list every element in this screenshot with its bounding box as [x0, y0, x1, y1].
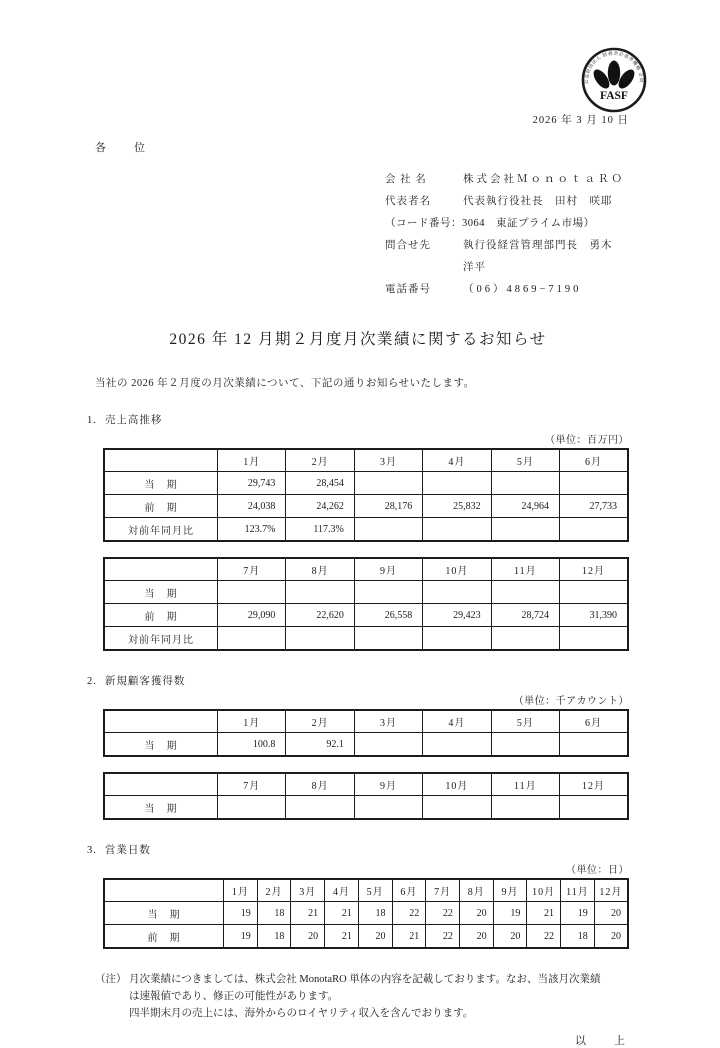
table-row	[104, 581, 628, 604]
table-cell: 22	[392, 902, 426, 925]
column-header: 9月	[354, 773, 422, 796]
row-label: 前 期	[104, 925, 224, 949]
table-cell	[218, 581, 286, 604]
column-header: 12月	[560, 558, 628, 581]
table-cell: 26,558	[354, 604, 422, 627]
table-cell	[423, 581, 491, 604]
table-cell: 19	[493, 902, 527, 925]
table-cell: 19	[224, 902, 258, 925]
table-row	[104, 604, 628, 627]
section-title: 新規顧客獲得数	[104, 676, 186, 687]
note-mark: （注）	[95, 974, 127, 985]
row-label-header	[104, 449, 218, 472]
business-days-table	[103, 878, 629, 949]
table-cell	[286, 581, 354, 604]
column-header: 1月	[218, 710, 286, 733]
table-cell: 28,176	[354, 495, 422, 518]
table-row	[104, 518, 628, 542]
row-label: 当 期	[104, 472, 218, 495]
column-header: 5月	[491, 710, 559, 733]
table-cell: 20	[459, 902, 493, 925]
representative-value: 代表執行役社長 田村 咲耶	[463, 196, 613, 207]
stamp-ring-text: 公益財団法人 財務会計基準機構 会員	[583, 50, 645, 85]
table-cell	[423, 627, 491, 651]
closing-mark: 以 上	[575, 1035, 627, 1047]
contact-row	[385, 235, 629, 279]
table-cell	[354, 581, 422, 604]
column-header: 1月	[218, 449, 286, 472]
table-cell	[354, 518, 422, 542]
table-cell: 22	[426, 902, 460, 925]
table-row	[104, 925, 628, 949]
table-cell	[423, 796, 491, 820]
company-name-value: 株式会社ＭｏｎｏｔａＲＯ	[463, 174, 625, 185]
column-header: 3月	[354, 449, 422, 472]
phone-row	[385, 279, 629, 301]
table-cell: 24,964	[491, 495, 559, 518]
column-header: 10月	[423, 773, 491, 796]
contact-value: 執行役経営管理部門長 勇木 洋平	[463, 240, 624, 273]
section-number: 2.	[87, 676, 97, 687]
column-header: 2月	[286, 710, 354, 733]
table-cell: 20	[459, 925, 493, 949]
table-cell	[423, 518, 491, 542]
table-cell	[218, 796, 286, 820]
column-header: 6月	[560, 449, 628, 472]
table-cell: 21	[527, 902, 561, 925]
table-cell: 29,090	[218, 604, 286, 627]
table-cell: 28,454	[286, 472, 354, 495]
table-cell: 92.1	[286, 733, 354, 757]
row-label: 当 期	[104, 733, 218, 757]
table-cell	[354, 627, 422, 651]
column-header: 3月	[291, 879, 325, 902]
section-heading-business-days	[87, 842, 629, 857]
table-cell: 22,620	[286, 604, 354, 627]
column-header: 2月	[257, 879, 291, 902]
table-cell: 19	[224, 925, 258, 949]
contact-label: 問合せ先	[385, 240, 431, 251]
stock-code-line: （コード番号：3064 東証プライム市場）	[385, 218, 595, 229]
section-title: 営業日数	[104, 845, 151, 856]
column-header: 5月	[358, 879, 392, 902]
row-label: 前 期	[104, 604, 218, 627]
table-cell: 21	[291, 902, 325, 925]
table-cell	[491, 796, 559, 820]
row-label-header	[104, 879, 224, 902]
column-header: 8月	[459, 879, 493, 902]
table-cell	[218, 627, 286, 651]
table-cell: 18	[257, 925, 291, 949]
table-cell	[491, 518, 559, 542]
note-line-2: 四半期末月の売上には、海外からのロイヤリティ収入を含んでおります。	[129, 1008, 474, 1019]
column-header: 9月	[354, 558, 422, 581]
table-header-row	[104, 773, 628, 796]
column-header: 4月	[423, 710, 491, 733]
table-cell	[491, 472, 559, 495]
column-header: 9月	[493, 879, 527, 902]
section-number: 3.	[87, 845, 97, 856]
column-header: 7月	[218, 558, 286, 581]
table-cell: 27,733	[560, 495, 628, 518]
table-row	[104, 627, 628, 651]
row-label: 前 期	[104, 495, 218, 518]
table-cell	[491, 627, 559, 651]
table-cell	[354, 796, 422, 820]
column-header: 3月	[354, 710, 422, 733]
table-cell: 21	[325, 902, 359, 925]
column-header: 4月	[423, 449, 491, 472]
column-header: 8月	[286, 773, 354, 796]
table-cell	[560, 472, 628, 495]
table-cell: 22	[527, 925, 561, 949]
representative-row	[385, 191, 629, 213]
column-header: 6月	[560, 710, 628, 733]
table-cell: 24,262	[286, 495, 354, 518]
column-header: 5月	[491, 449, 559, 472]
column-header: 1月	[224, 879, 258, 902]
table-cell	[423, 733, 491, 757]
table-header-row	[104, 449, 628, 472]
table-cell	[560, 518, 628, 542]
row-label-header	[104, 710, 218, 733]
table-cell	[286, 627, 354, 651]
table-cell	[560, 627, 628, 651]
company-info-block	[385, 169, 629, 301]
phone-value: （06）4869−7190	[463, 284, 582, 295]
table-cell: 29,423	[423, 604, 491, 627]
table-header-row	[104, 558, 628, 581]
table-row	[104, 733, 628, 757]
column-header: 10月	[423, 558, 491, 581]
table-cell: 19	[561, 902, 595, 925]
table-row	[104, 796, 628, 820]
row-label: 対前年同月比	[104, 627, 218, 651]
table-cell: 20	[493, 925, 527, 949]
table-cell: 24,038	[218, 495, 286, 518]
column-header: 12月	[560, 773, 628, 796]
unit-label-sales: （単位：百万円）	[545, 435, 629, 446]
table-cell	[560, 733, 628, 757]
sales-table-first-half	[103, 448, 629, 542]
section-number: 1.	[87, 415, 97, 426]
table-cell: 18	[561, 925, 595, 949]
table-row	[104, 472, 628, 495]
table-cell: 18	[257, 902, 291, 925]
intro-paragraph: 当社の 2026 年２月度の月次業績について、下記の通りお知らせいたします。	[95, 378, 475, 389]
column-header: 10月	[527, 879, 561, 902]
note-line-1: 月次業績につきましては、株式会社 MonotaRO 単体の内容を記載しております。なお、当該月次業績は速報値であり、修正の可能性があります。	[129, 974, 601, 1002]
table-cell: 123.7%	[218, 518, 286, 542]
table-cell: 25,832	[423, 495, 491, 518]
table-cell	[560, 581, 628, 604]
row-label: 当 期	[104, 902, 224, 925]
column-header: 11月	[561, 879, 595, 902]
table-cell: 117.3%	[286, 518, 354, 542]
row-label: 対前年同月比	[104, 518, 218, 542]
representative-label: 代表者名	[385, 196, 431, 207]
column-header: 11月	[491, 773, 559, 796]
table-cell: 21	[392, 925, 426, 949]
column-header: 6月	[392, 879, 426, 902]
table-cell: 29,743	[218, 472, 286, 495]
table-cell: 22	[426, 925, 460, 949]
column-header: 7月	[218, 773, 286, 796]
section-heading-sales	[87, 412, 629, 427]
page-title: 2026 年 12 月期２月度月次業績に関するお知らせ	[169, 331, 547, 348]
column-header: 4月	[325, 879, 359, 902]
table-cell: 18	[358, 902, 392, 925]
column-header: 2月	[286, 449, 354, 472]
row-label-header	[104, 558, 218, 581]
unit-label-business-days: （単位：日）	[566, 865, 629, 876]
table-row	[104, 495, 628, 518]
row-label-header	[104, 773, 218, 796]
table-row	[104, 902, 628, 925]
note-body	[129, 971, 605, 1022]
unit-label-customers: （単位：千アカウント）	[513, 696, 629, 707]
table-cell	[491, 581, 559, 604]
table-cell	[354, 733, 422, 757]
company-name-label: 会 社 名	[385, 174, 427, 185]
phone-label: 電話番号	[385, 284, 431, 295]
table-cell: 20	[594, 902, 628, 925]
salutation: 各 位	[95, 142, 147, 154]
table-cell	[286, 796, 354, 820]
table-cell	[423, 472, 491, 495]
table-cell: 100.8	[218, 733, 286, 757]
customers-table-second-half	[103, 772, 629, 820]
table-cell: 28,724	[491, 604, 559, 627]
document-date: 2026 年 3 月 10 日	[532, 115, 629, 126]
table-cell	[560, 796, 628, 820]
footnotes	[95, 971, 629, 1022]
table-cell: 20	[594, 925, 628, 949]
customers-table-first-half	[103, 709, 629, 757]
document-content	[87, 0, 629, 1048]
table-cell: 20	[291, 925, 325, 949]
table-cell	[354, 472, 422, 495]
column-header: 7月	[426, 879, 460, 902]
sales-table-second-half	[103, 557, 629, 651]
table-header-row	[104, 879, 628, 902]
column-header: 8月	[286, 558, 354, 581]
section-title: 売上高推移	[104, 415, 163, 426]
table-cell: 31,390	[560, 604, 628, 627]
table-cell: 20	[358, 925, 392, 949]
table-header-row	[104, 710, 628, 733]
table-cell	[491, 733, 559, 757]
column-header: 12月	[594, 879, 628, 902]
section-heading-customers	[87, 673, 629, 688]
column-header: 11月	[491, 558, 559, 581]
row-label: 当 期	[104, 581, 218, 604]
company-name-row	[385, 169, 629, 191]
stamp-label: FASF	[600, 90, 628, 102]
table-cell: 21	[325, 925, 359, 949]
row-label: 当 期	[104, 796, 218, 820]
